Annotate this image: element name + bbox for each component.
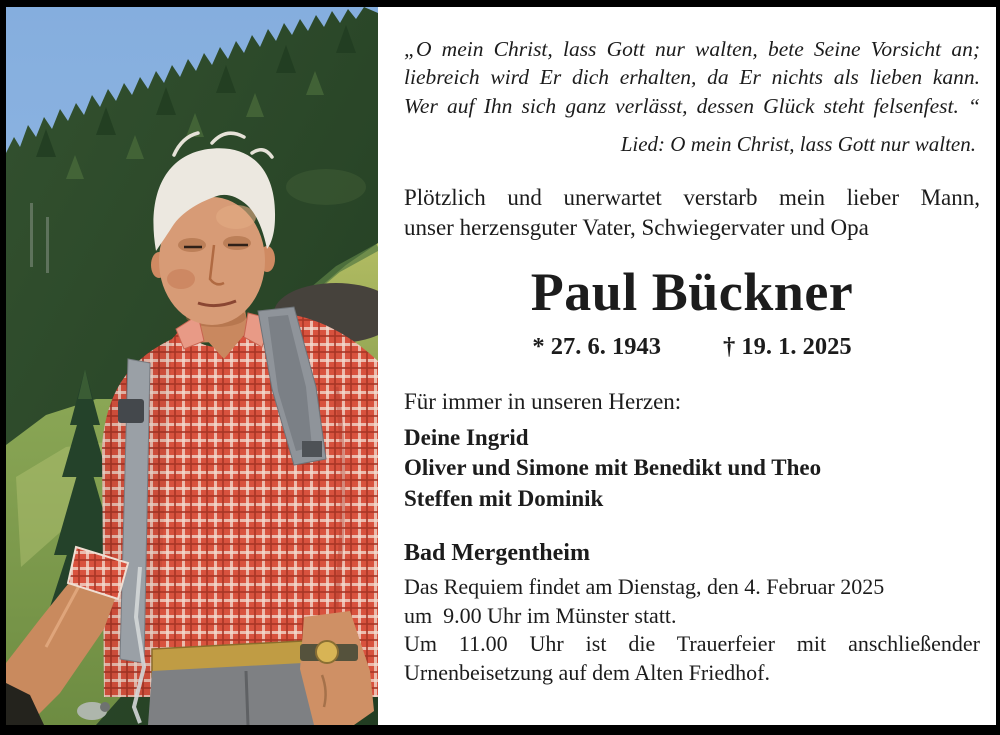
death-date: † 19. 1. 2025 — [723, 332, 852, 360]
portrait-photo — [6, 7, 378, 725]
quote-line: „O mein Christ, lass Gott nur walten, bete Seine Vorsicht an; — [404, 37, 980, 61]
city-name: Bad Mergentheim — [404, 539, 590, 566]
deceased-name: Paul Bückner — [530, 261, 854, 322]
farewell-line: Für immer in unseren Herzen: — [404, 388, 682, 414]
service-line: Urnenbeisetzung auf dem Alten Friedhof. — [404, 659, 770, 685]
service-line: um 9.00 Uhr im Münster statt. — [404, 602, 677, 628]
service-info — [404, 573, 980, 687]
service-line: Das Requiem findet am Dienstag, den 4. Februar 2025 — [404, 573, 885, 599]
intro-text — [404, 183, 980, 243]
intro-line: Plötzlich und unerwartet verstarb mein lieber Mann, — [404, 185, 980, 211]
content-column — [378, 7, 996, 725]
birth-date: * 27. 6. 1943 — [532, 332, 661, 360]
intro-line: unser herzensguter Vater, Schwiegervater und Opa — [404, 215, 869, 241]
quote-line: liebreich wird Er dich erhalten, da Er nichts als lieben kann. — [404, 65, 980, 90]
quote-attribution: Lied: O mein Christ, lass Gott nur walten. — [620, 132, 976, 157]
mourner-name: Deine Ingrid — [404, 424, 529, 450]
mourner-name: Oliver und Simone mit Benedikt und Theo — [404, 455, 822, 481]
opening-quote — [404, 35, 980, 120]
life-dates — [404, 333, 980, 361]
mourners-list — [404, 423, 980, 514]
quote-line: Wer auf Ihn sich ganz verlässt, dessen Glück steht felsenfest. “ — [404, 93, 980, 118]
mourner-name: Steffen mit Dominik — [404, 485, 604, 511]
portrait-photo-illustration — [6, 7, 378, 725]
obituary-card — [6, 7, 996, 725]
service-line: Um 11.00 Uhr ist die Trauerfeier mit anschließender — [404, 631, 980, 657]
